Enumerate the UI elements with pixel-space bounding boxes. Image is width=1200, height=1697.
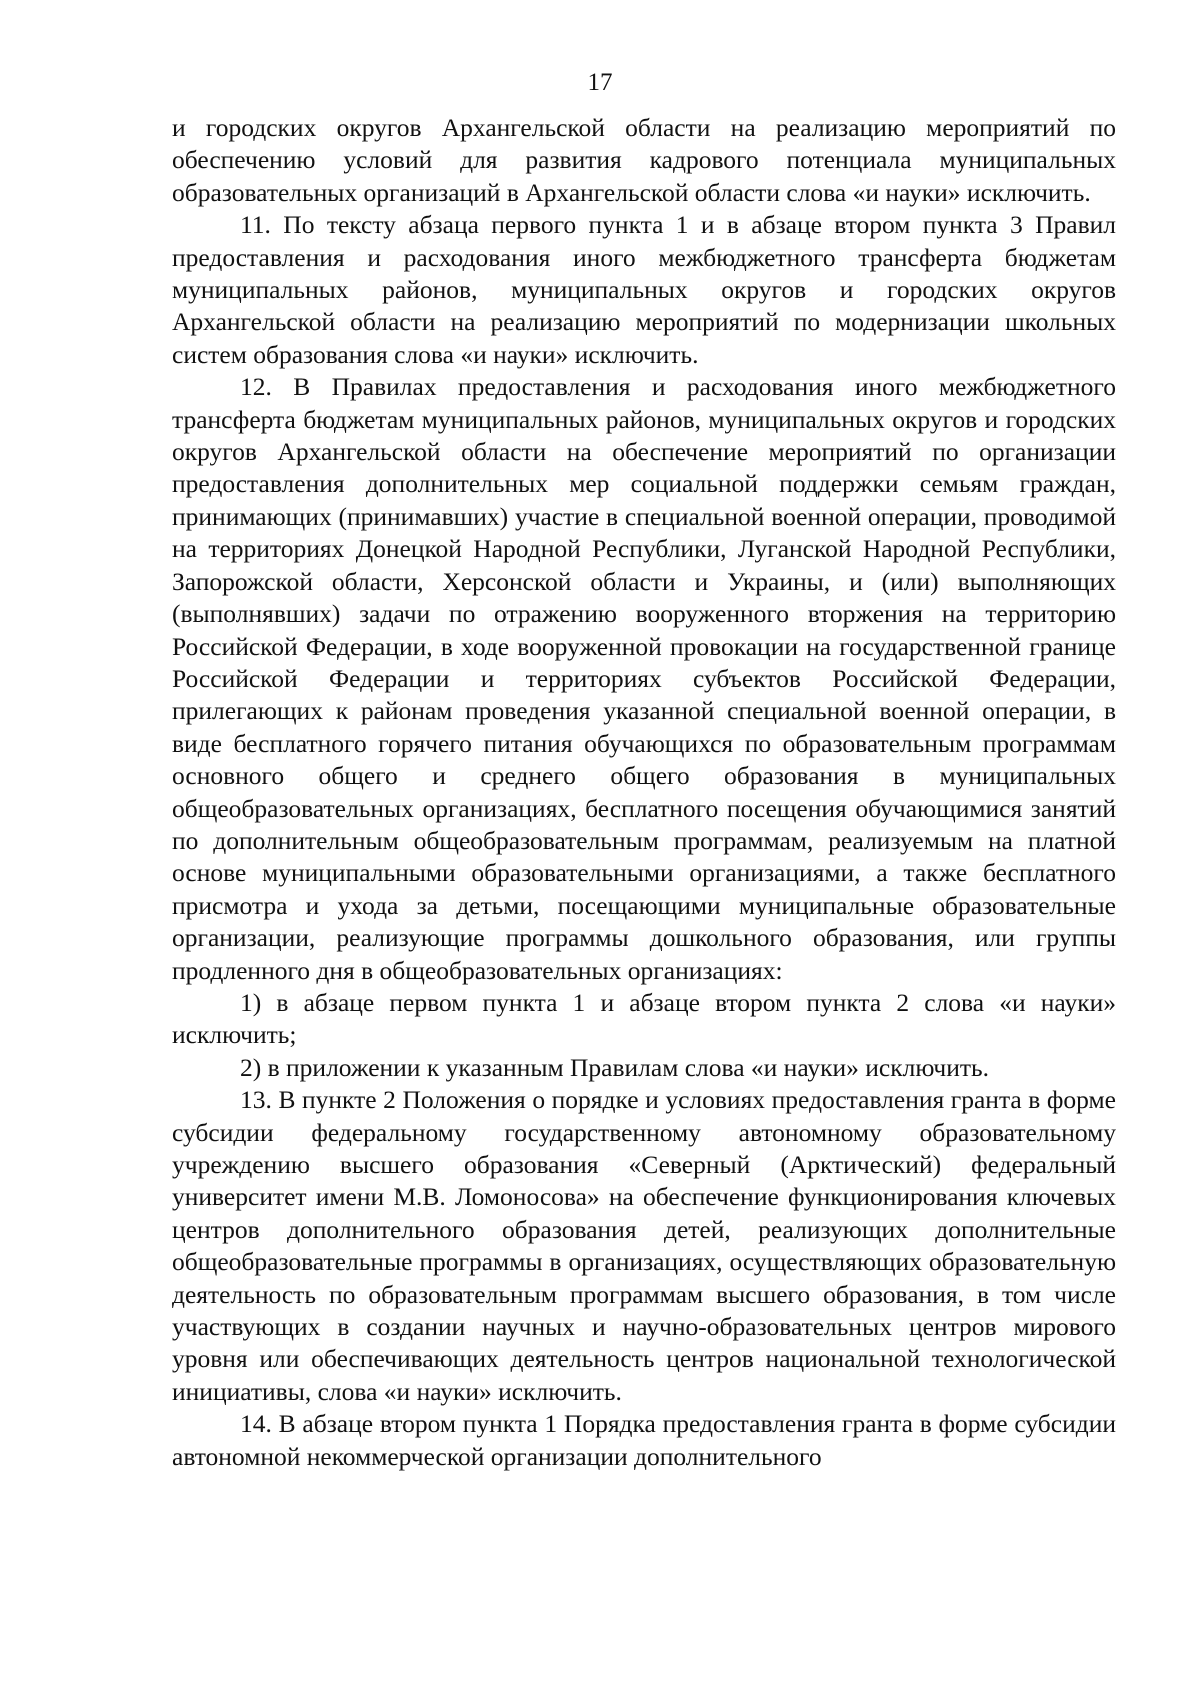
paragraph-item-13: 13. В пункте 2 Положения о порядке и условиях предоставления гранта в форме субсидии федеральному государственному автономному образовательному учреждению высшего образования «Северный (Арктический) федеральный университет имени М.В. Ломоносова» на обеспечение функционирования ключевых центров дополнительного образования детей, реализующих дополнительные общеобразовательные программы в организациях, осуществляющих образовательную деятельность по образовательным программам высшего образования, в том числе участвующих в создании научных и научно-образовательных центров мирового уровня или обеспечивающих деятельность центров национальной технологической инициативы, слова «и науки» исключить. [172,1085,1116,1406]
paragraph-subitem-1: 1) в абзаце первом пункта 1 и абзаце втором пункта 2 слова «и науки» исключить; [172,987,1116,1050]
paragraph-continuation: и городских округов Архангельской области на реализацию мероприятий по обеспечению условий для развития кадрового потенциала муниципальных образовательных организаций в Архангельской области слова «и науки» исключить. [172,113,1116,207]
paragraph-subitem-2: 2) в приложении к указанным Правилам слова «и науки» исключить. [240,1052,990,1082]
page-number: 17 [587,69,613,96]
paragraph-item-12: 12. В Правилах предоставления и расходования иного межбюджетного трансферта бюджетам муниципальных районов, муниципальных округов и городских округов Архангельской области на обеспечение мероприятий по организации предоставления дополнительных мер социальной поддержки семьям граждан, принимающих (принимавших) участие в специальной военной операции, проводимой на территориях Донецкой Народной Республики, Луганской Народной Республики, Запорожской области, Херсонской области и Украины, и (или) выполняющих (выполнявших) задачи по отражению вооруженного вторжения на территорию Российской Федерации, в ходе вооруженной провокации на государственной границе Российской Федерации и территориях субъектов Российской Федерации, прилегающих к районам проведения указанной специальной военной операции, в виде бесплатного горячего питания обучающихся по образовательным программам основного общего и среднего общего образования в муниципальных общеобразовательных организациях, бесплатного посещения обучающимися занятий по дополнительным общеобразовательным программам, реализуемым на платной основе муниципальными образовательными организациями, а также бесплатного присмотра и ухода за детьми, посещающими муниципальные образовательные организации, реализующие программы дошкольного образования, или группы продленного дня в общеобразовательных организациях: [172,372,1116,985]
paragraph-item-14: 14. В абзаце втором пункта 1 Порядка предоставления гранта в форме субсидии автономной некоммерческой организации дополнительного [172,1409,1116,1471]
paragraph-item-11: 11. По тексту абзаца первого пункта 1 и в абзаце втором пункта 3 Правил предоставления и расходования иного межбюджетного трансферта бюджетам муниципальных районов, муниципальных округов и городских округов Архангельской области на реализацию мероприятий по модернизации школьных систем образования слова «и науки» исключить. [172,210,1116,369]
document-body [172,112,1116,1473]
